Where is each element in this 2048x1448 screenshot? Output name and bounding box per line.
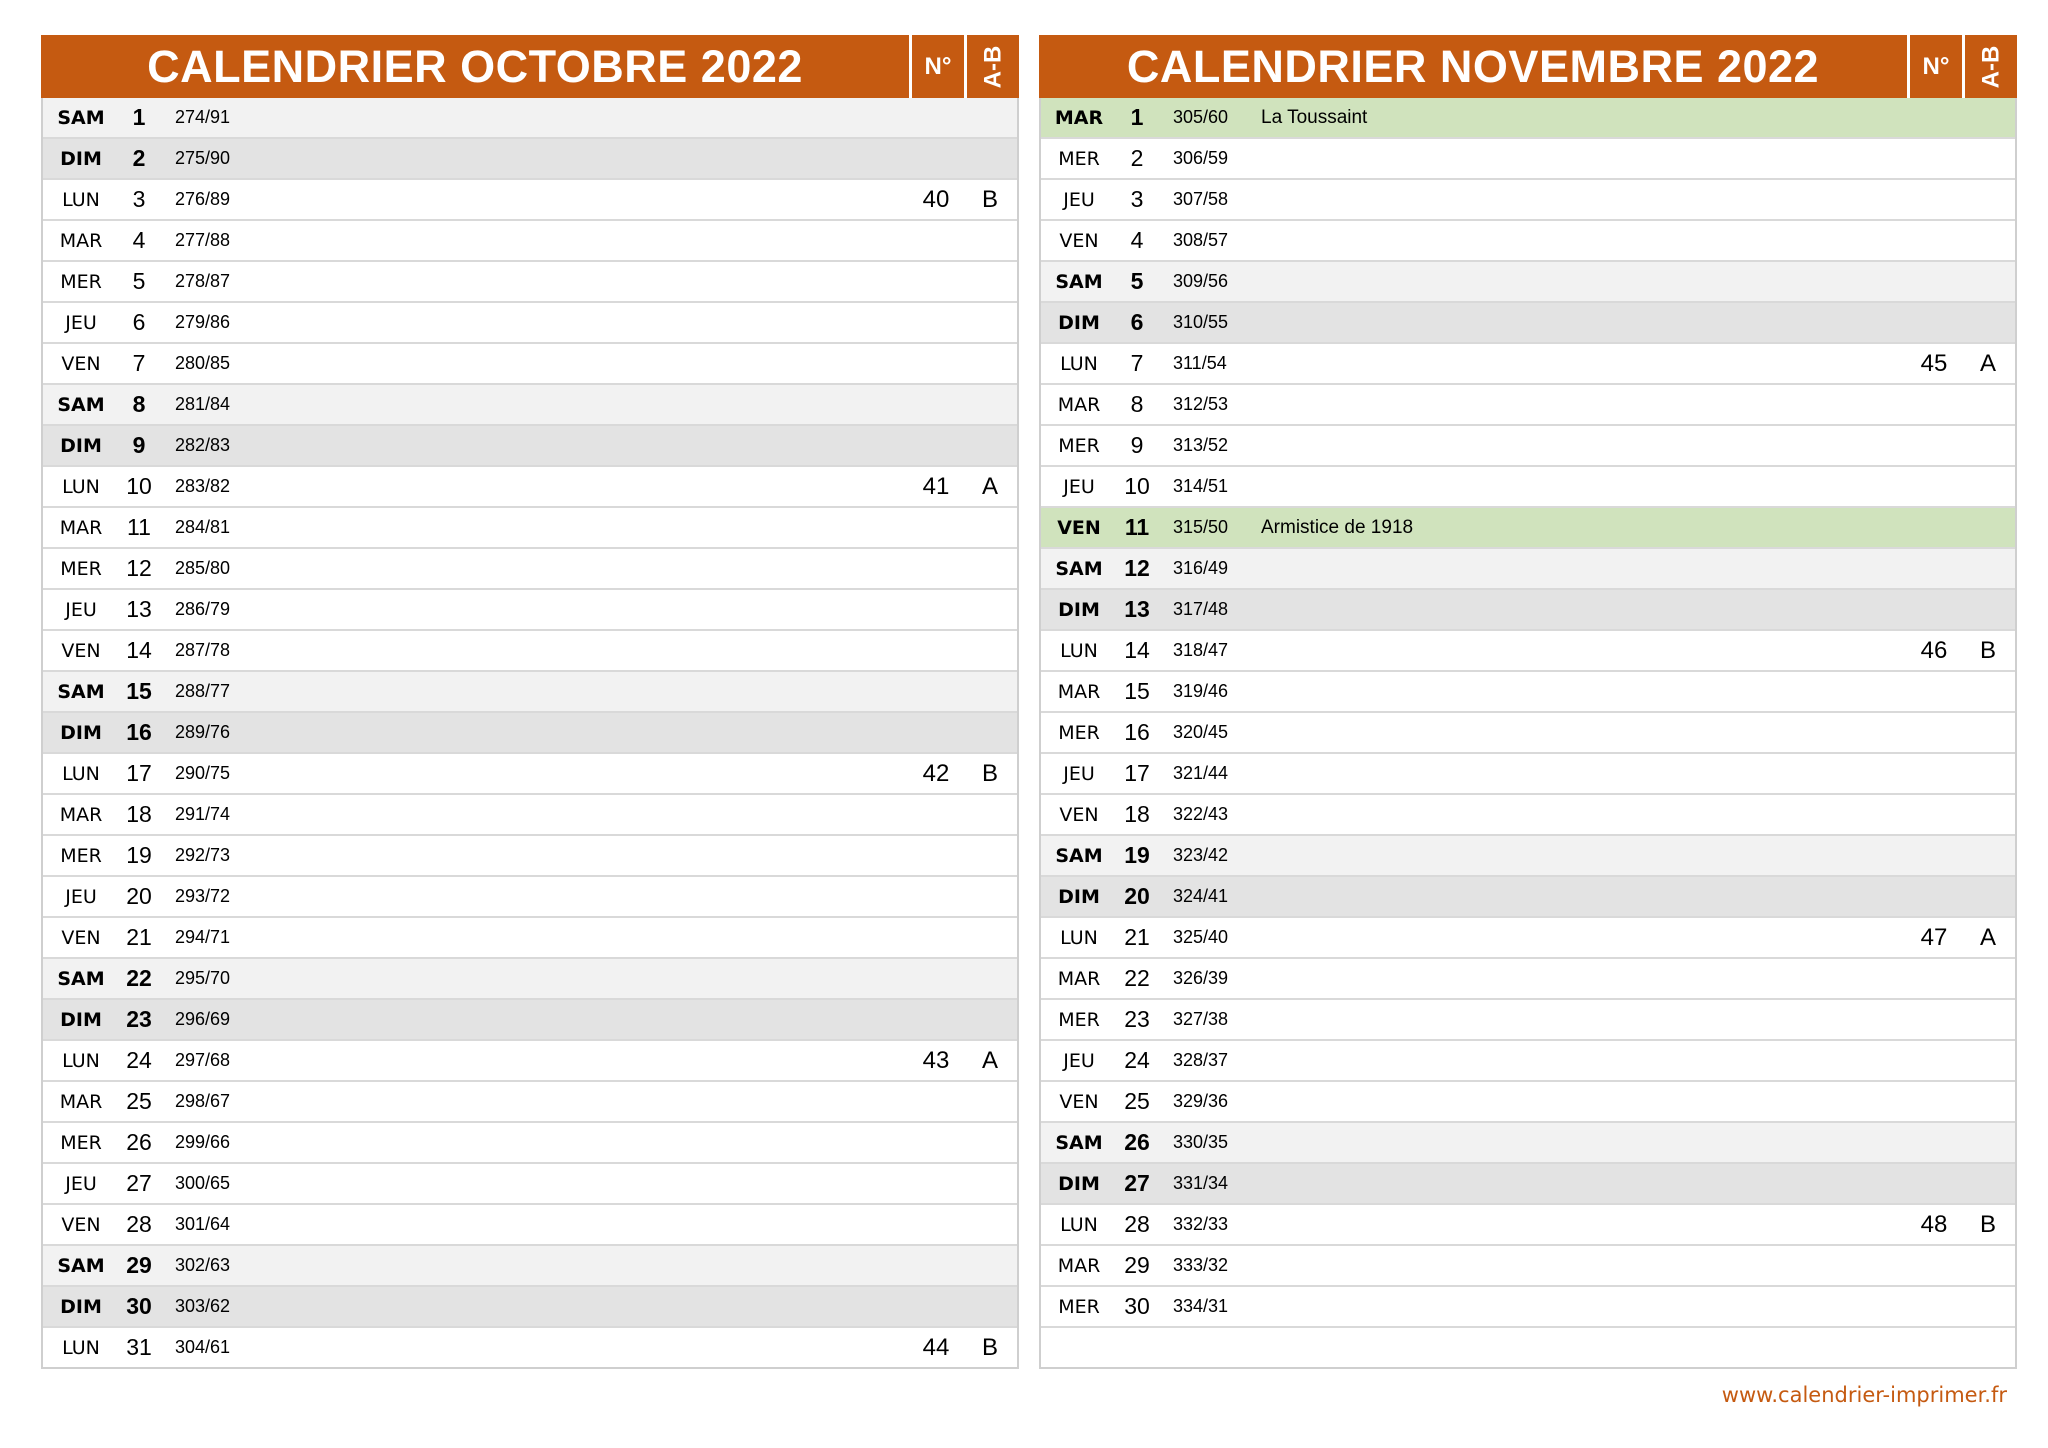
day-of-week: VEN [61,926,101,949]
day-row [1041,1123,2015,1164]
day-number: 4 [132,227,146,253]
week-ab: B [981,759,998,787]
day-row [43,918,1017,959]
week-ab: B [981,185,998,213]
day-number: 24 [126,1047,152,1073]
day-row [43,1041,1017,1082]
day-number: 20 [126,883,152,909]
month-header [1039,35,2017,98]
day-of-year: 287/78 [175,640,231,660]
week-number: 45 [1920,349,1948,377]
day-number: 16 [1124,719,1150,745]
day-number: 9 [132,432,146,458]
day-of-year: 315/50 [1173,517,1229,537]
day-number: 29 [126,1252,152,1278]
day-of-week: JEU [1063,1049,1095,1072]
day-of-year: 311/54 [1173,353,1227,373]
day-of-week: LUN [62,188,100,211]
day-of-year: 314/51 [1173,476,1229,496]
day-row [1041,1287,2015,1328]
day-row [1041,754,2015,795]
day-number: 2 [1130,145,1144,171]
day-of-week: MAR [59,516,103,539]
day-of-year: 288/77 [175,681,231,701]
week-number: 48 [1920,1210,1948,1238]
day-of-week: VEN [1059,1090,1099,1113]
day-of-year: 276/89 [175,189,231,209]
day-of-week: MER [1058,1008,1100,1031]
day-row [1041,508,2015,549]
day-row [1041,631,2015,672]
day-number: 19 [126,842,152,868]
day-of-week: MAR [1057,393,1101,416]
day-note: Armistice de 1918 [1261,516,1414,538]
day-list [41,98,1019,1369]
day-of-week: VEN [61,352,101,375]
day-of-year: 327/38 [1173,1009,1229,1029]
day-of-week: JEU [65,598,97,621]
day-number: 30 [126,1293,152,1319]
day-row [1041,1082,2015,1123]
day-of-year: 319/46 [1173,681,1229,701]
day-row [43,385,1017,426]
day-row [1041,221,2015,262]
day-of-week: DIM [60,434,102,457]
week-ab: B [1979,1210,1996,1238]
day-number: 3 [1130,186,1144,212]
day-of-year: 313/52 [1173,435,1229,455]
day-number: 21 [126,924,152,950]
week-number: 42 [922,759,950,787]
week-ab: A [981,1046,998,1074]
day-row [43,139,1017,180]
day-of-week: VEN [1057,516,1101,539]
day-number: 14 [126,637,152,663]
day-of-week: DIM [60,1295,102,1318]
day-of-week: MAR [1057,967,1101,990]
ab-column-label: A-B [979,45,1006,88]
day-of-year: 332/33 [1173,1214,1229,1234]
day-number: 14 [1124,637,1150,663]
day-of-year: 328/37 [1173,1050,1229,1070]
day-row [1041,713,2015,754]
website-footer: www.calendrier-imprimer.fr [1721,1383,2007,1407]
day-of-year: 278/87 [175,271,231,291]
ab-column-header [964,35,1019,98]
day-number: 13 [1124,596,1150,622]
day-number: 28 [1124,1211,1150,1237]
day-of-week: DIM [60,1008,102,1031]
day-number: 2 [132,145,146,171]
day-number: 23 [126,1006,152,1032]
week-number: 43 [922,1046,950,1074]
day-number: 11 [127,514,151,540]
day-of-week: MER [60,844,102,867]
day-row [43,672,1017,713]
day-row [1041,180,2015,221]
day-number: 26 [126,1129,152,1155]
day-of-week: JEU [1063,188,1095,211]
day-of-year: 320/45 [1173,722,1229,742]
day-of-year: 331/34 [1173,1173,1229,1193]
day-row [43,1205,1017,1246]
day-of-week: DIM [60,147,102,170]
day-of-week: MER [1058,147,1100,170]
day-of-week: LUN [1060,639,1098,662]
week-ab: B [981,1333,998,1361]
day-number: 10 [1124,473,1150,499]
day-number: 1 [1130,104,1144,130]
day-row [1041,98,2015,139]
day-row [1041,959,2015,1000]
week-number: 44 [922,1333,950,1361]
day-row [43,467,1017,508]
week-number: 47 [1920,923,1948,951]
day-row [1041,590,2015,631]
week-ab: B [1979,636,1996,664]
day-row [1041,1205,2015,1246]
day-row [43,180,1017,221]
day-of-week: VEN [1059,229,1099,252]
day-number: 7 [1130,350,1144,376]
day-number: 17 [126,760,152,786]
day-row [43,221,1017,262]
day-of-year: 289/76 [175,722,231,742]
day-row [43,795,1017,836]
day-of-year: 307/58 [1173,189,1229,209]
day-row [43,836,1017,877]
day-of-year: 302/63 [175,1255,231,1275]
day-row [43,713,1017,754]
day-of-year: 286/79 [175,599,231,619]
day-number: 5 [1130,268,1144,294]
day-of-year: 284/81 [175,517,231,537]
day-number: 6 [132,309,146,335]
day-of-week: DIM [1058,885,1100,908]
day-of-year: 282/83 [175,435,231,455]
day-row [43,959,1017,1000]
day-of-year: 290/75 [175,763,231,783]
day-number: 15 [1124,678,1150,704]
day-of-year: 316/49 [1173,558,1229,578]
day-of-week: LUN [62,762,100,785]
day-row [43,1164,1017,1205]
ab-column-label: A-B [1977,45,2004,88]
day-number: 18 [1124,801,1150,827]
day-of-year: 296/69 [175,1009,231,1029]
day-number: 31 [126,1334,152,1360]
day-row [1041,918,2015,959]
day-row [1041,1041,2015,1082]
day-of-week: DIM [1058,311,1100,334]
day-number: 28 [126,1211,152,1237]
day-number: 3 [132,186,146,212]
day-row [43,98,1017,139]
day-of-year: 280/85 [175,353,231,373]
day-of-year: 281/84 [175,394,231,414]
day-of-week: LUN [62,1336,100,1359]
day-of-week: SAM [57,1254,105,1277]
day-of-week: MAR [1057,680,1101,703]
day-of-year: 293/72 [175,886,231,906]
week-number: 46 [1920,636,1948,664]
day-row [1041,1000,2015,1041]
day-number: 6 [1130,309,1144,335]
day-number: 22 [126,965,152,991]
day-of-week: DIM [60,721,102,744]
day-row [1041,549,2015,590]
day-number: 1 [132,104,146,130]
day-of-week: MER [60,270,102,293]
day-of-year: 295/70 [175,968,231,988]
day-of-week: MER [60,557,102,580]
day-number: 21 [1124,924,1150,950]
day-of-week: JEU [65,311,97,334]
day-row [43,303,1017,344]
day-number: 20 [1124,883,1150,909]
day-row [1041,1246,2015,1287]
day-of-week: JEU [1063,762,1095,785]
day-of-week: LUN [62,1049,100,1072]
day-of-year: 326/39 [1173,968,1229,988]
day-of-week: SAM [1055,844,1103,867]
day-of-week: MER [1058,434,1100,457]
day-number: 9 [1130,432,1144,458]
day-number: 27 [126,1170,152,1196]
day-of-year: 291/74 [175,804,231,824]
day-number: 12 [126,555,152,581]
month-title: CALENDRIER OCTOBRE 2022 [147,40,803,92]
day-of-week: SAM [57,106,105,129]
day-number: 25 [1124,1088,1150,1114]
day-of-week: MER [1058,721,1100,744]
day-number: 24 [1124,1047,1150,1073]
day-number: 11 [1124,514,1150,540]
week-number: 41 [922,472,950,500]
day-of-week: MAR [1054,106,1104,129]
day-row [1041,1164,2015,1205]
day-of-week: LUN [1060,352,1098,375]
day-of-year: 312/53 [1173,394,1229,414]
day-row [1041,795,2015,836]
day-number: 4 [1130,227,1144,253]
day-row [43,877,1017,918]
day-number: 18 [126,801,152,827]
day-row [1041,672,2015,713]
day-row [43,631,1017,672]
day-of-week: MAR [59,1090,103,1113]
day-of-year: 294/71 [175,927,231,947]
day-row [43,549,1017,590]
day-row [43,508,1017,549]
day-of-year: 304/61 [175,1337,231,1357]
day-of-week: JEU [1063,475,1095,498]
day-of-year: 334/31 [1173,1296,1229,1316]
day-of-year: 330/35 [1173,1132,1229,1152]
calendar-october [41,35,1019,1369]
week-number-column-header: N° [1907,35,1962,98]
day-row [1041,426,2015,467]
day-of-year: 329/36 [1173,1091,1229,1111]
day-number: 7 [132,350,146,376]
day-of-week: SAM [57,967,105,990]
day-row [1041,1328,2015,1367]
day-number: 30 [1124,1293,1150,1319]
day-row [43,1082,1017,1123]
day-row [43,1246,1017,1287]
day-of-year: 323/42 [1173,845,1229,865]
day-of-week: MAR [59,803,103,826]
day-number: 12 [1124,555,1150,581]
day-of-year: 324/41 [1173,886,1229,906]
day-row [43,1328,1017,1367]
day-of-week: VEN [1059,803,1099,826]
day-row [1041,262,2015,303]
day-of-year: 310/55 [1173,312,1229,332]
day-row [1041,385,2015,426]
day-note: La Toussaint [1261,106,1368,128]
month-title: CALENDRIER NOVEMBRE 2022 [1126,40,1820,92]
day-row [1041,836,2015,877]
day-of-week: SAM [57,680,105,703]
day-row [1041,303,2015,344]
day-row [1041,344,2015,385]
day-of-week: JEU [65,1172,97,1195]
day-number: 22 [1124,965,1150,991]
day-of-week: LUN [1060,1213,1098,1236]
day-number: 29 [1124,1252,1150,1278]
day-of-year: 300/65 [175,1173,231,1193]
day-of-year: 301/64 [175,1214,231,1234]
day-of-year: 321/44 [1173,763,1229,783]
day-number: 5 [132,268,146,294]
day-of-week: LUN [62,475,100,498]
day-of-year: 322/43 [1173,804,1229,824]
day-of-week: MER [1058,1295,1100,1318]
day-of-year: 277/88 [175,230,231,250]
day-of-year: 325/40 [1173,927,1229,947]
week-ab: A [981,472,998,500]
day-of-week: DIM [1058,598,1100,621]
day-number: 8 [1130,391,1144,417]
day-of-year: 299/66 [175,1132,231,1152]
ab-column-header [1962,35,2017,98]
day-of-year: 309/56 [1173,271,1229,291]
day-row [43,344,1017,385]
day-list [1039,98,2017,1369]
day-row [43,1000,1017,1041]
day-of-year: 298/67 [175,1091,231,1111]
day-number: 16 [126,719,152,745]
day-of-year: 297/68 [175,1050,231,1070]
day-number: 19 [1124,842,1150,868]
day-of-week: SAM [1055,557,1103,580]
day-row [43,262,1017,303]
day-number: 23 [1124,1006,1150,1032]
day-row [1041,139,2015,180]
day-of-week: MER [60,1131,102,1154]
day-of-year: 279/86 [175,312,231,332]
month-header [41,35,1019,98]
day-number: 13 [126,596,152,622]
day-of-year: 305/60 [1173,107,1229,127]
day-row [1041,467,2015,508]
day-of-week: SAM [57,393,105,416]
day-number: 8 [132,391,146,417]
day-of-year: 318/47 [1173,640,1229,660]
day-of-week: MAR [1057,1254,1101,1277]
day-of-week: MAR [59,229,103,252]
day-of-year: 292/73 [175,845,231,865]
week-number: 40 [922,185,950,213]
day-row [43,1123,1017,1164]
day-number: 27 [1124,1170,1150,1196]
day-of-week: SAM [1055,270,1103,293]
day-of-year: 306/59 [1173,148,1229,168]
day-of-week: LUN [1060,926,1098,949]
day-number: 26 [1124,1129,1150,1155]
day-row [43,590,1017,631]
day-of-week: VEN [61,639,101,662]
day-row [43,1287,1017,1328]
week-ab: A [1979,923,1996,951]
day-of-year: 317/48 [1173,599,1229,619]
day-of-year: 303/62 [175,1296,231,1316]
day-row [43,426,1017,467]
day-of-year: 283/82 [175,476,231,496]
day-of-year: 285/80 [175,558,231,578]
day-of-year: 333/32 [1173,1255,1229,1275]
calendar-november [1039,35,2017,1369]
day-number: 15 [126,678,152,704]
day-of-week: SAM [1055,1131,1103,1154]
day-row [1041,877,2015,918]
day-number: 25 [126,1088,152,1114]
day-number: 17 [1124,760,1150,786]
day-of-year: 274/91 [175,107,231,127]
day-of-week: JEU [65,885,97,908]
day-of-week: DIM [1058,1172,1100,1195]
week-number-column-header: N° [909,35,964,98]
day-of-year: 308/57 [1173,230,1229,250]
week-ab: A [1979,349,1996,377]
day-row [43,754,1017,795]
day-of-year: 275/90 [175,148,231,168]
day-of-week: VEN [61,1213,101,1236]
day-number: 10 [126,473,152,499]
